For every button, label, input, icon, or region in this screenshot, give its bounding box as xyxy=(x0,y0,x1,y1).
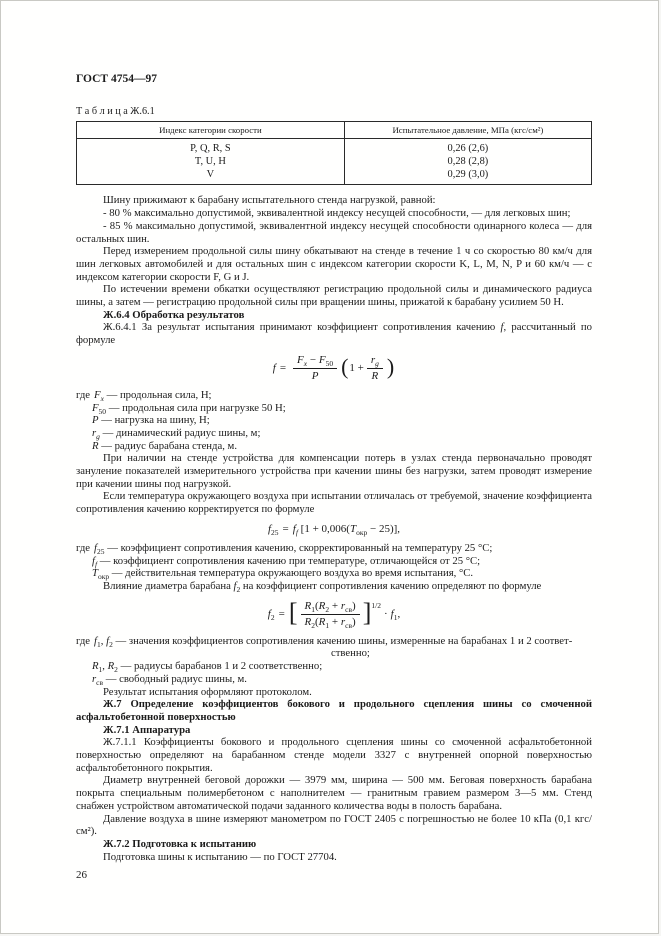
para-z641-post: , рассчитанный по формуле xyxy=(76,321,592,347)
multiplication-dot: · xyxy=(383,607,388,620)
definition-text: — действительная температура окружающего воздуха во время испытания, °С. xyxy=(109,567,474,580)
para-registration: По истечении времени обкатки осуществляют регистрацию продольной силы и динамического радиуса шины, а затем — регистрацию продольной силы при вращении шины, прижатой к барабану усилием 50 Н. xyxy=(76,283,592,309)
fraction-drum-radii: $\frac{R_1(R_2 + r_{св})}{R_2(R_1 + r_{св})}$ xyxy=(301,600,360,629)
para-drum-influence: Влияние диаметра барабана $f_2$ на коэффициент сопротивления качению определяют по формуле xyxy=(103,579,542,595)
para-z711: Ж.7.1.1 Коэффициенты бокового и продольного сцепления шины со смоченной асфальтобетонной поверхностью определяют на барабанном стенде модели 3327 с внутренней опорной поверхностью асфальтобетонного покрытия. xyxy=(76,736,592,774)
var-R: R xyxy=(92,439,99,452)
definition-text: — свободный радиус шины, м. xyxy=(103,672,247,685)
col-test-pressure: Испытательное давление, МПа (кгс/см²) xyxy=(344,122,591,139)
definition-text: — радиус барабана стенда, м. xyxy=(98,439,237,452)
para-drum-pre: Влияние диаметра барабана xyxy=(103,579,234,592)
formula-drum-diameter: $f_2$ = [ $\frac{R_1(R_2 + r_{св})}{R_2(R_1 + r_{св})}$ ]$^{1/2}\cdot f_1$, xyxy=(267,598,401,630)
col-speed-index: Индекс категории скорости xyxy=(77,122,345,139)
var-Fx: F xyxy=(297,353,304,366)
table-header-row xyxy=(77,122,592,139)
page-content xyxy=(76,73,592,863)
definition-list-3 xyxy=(76,635,592,686)
var-f1: f xyxy=(94,634,98,647)
para-preparation: Подготовка шины к испытанию — по ГОСТ 27704. xyxy=(103,850,337,863)
table-row xyxy=(77,139,592,156)
definition-item xyxy=(76,414,592,427)
table-row xyxy=(77,155,592,168)
equals-sign: = xyxy=(278,607,285,620)
formula1-lhs: f xyxy=(272,361,276,374)
definition-item: где $f_1$, $f_2$ — значения коэффициентов сопротивления качению шины, измеренные на барабанах 1 и 2 соответ- xyxy=(76,634,573,649)
var-R2: R xyxy=(107,660,115,673)
cell-pressure: 0,26 (2,6) xyxy=(344,139,591,156)
equals-sign: = xyxy=(279,361,287,374)
definition-text: — коэффициент сопротивления качению при температуре, отличающейся от 25 °С; xyxy=(97,554,481,567)
cell-speed-index: T, U, H xyxy=(77,155,345,168)
para-z641-pre: Ж.6.4.1 За результат испытания принимают коэффициент сопротивления качению xyxy=(103,321,501,334)
var-rg: r xyxy=(92,426,97,439)
definition-continuation: ственно; xyxy=(331,647,370,660)
fraction-radius: $\frac{r_g}{R}$ xyxy=(367,354,383,383)
one-plus: 1 + xyxy=(349,361,364,374)
where-label: где xyxy=(76,634,91,647)
var-R: R xyxy=(371,369,379,382)
cell-speed-index: V xyxy=(77,168,345,185)
definition-text: — продольная сила при нагрузке 50 Н; xyxy=(106,401,286,414)
definition-item: где $F_x$ — продольная сила, Н; xyxy=(76,388,212,403)
para-load-85: - 85 % максимально допустимой, эквивалентной индексу несущей способности одинарного колеса — для остальных шин. xyxy=(76,219,592,245)
var-R1: R xyxy=(318,615,326,628)
var-f1: f xyxy=(390,607,394,620)
var-F50: F xyxy=(318,353,326,366)
heading-z64: Ж.6.4 Обработка результатов xyxy=(103,308,245,321)
formula-rolling-resistance xyxy=(76,354,592,383)
var-P: P xyxy=(311,369,319,382)
para-protocol: Результат испытания оформляют протоколом. xyxy=(103,685,312,698)
var-R2: R xyxy=(318,599,326,612)
definition-item: $R_1$, $R_2$ — радиусы барабанов 1 и 2 соответственно; xyxy=(92,660,323,675)
var-f2: f xyxy=(267,607,271,620)
table-row xyxy=(77,168,592,185)
var-P: P xyxy=(92,414,99,427)
definition-text: — радиусы барабанов 1 и 2 соответственно; xyxy=(117,660,323,673)
fraction-force-load: $\frac{F_x - F_{50}}{P}$ xyxy=(293,354,337,383)
paren-close: ) xyxy=(386,354,395,380)
page-number: 26 xyxy=(76,869,87,881)
var-f2: f xyxy=(106,634,110,647)
definition-item xyxy=(76,440,592,453)
var-Tokr: T xyxy=(92,567,98,580)
cell-speed-index: P, Q, R, S xyxy=(77,139,345,156)
plus-sign: + xyxy=(331,599,339,612)
para-z641 xyxy=(76,321,592,346)
formula2-open: [1 + 0,006( xyxy=(300,522,350,535)
para-compensation: При наличии на стенде устройства для компенсации потерь в узлах стенда первоначально проводят зануление показателей измерительного устройства при качении шины без нагрузки, затем проводят измерение при качении шины под нагрузкой. xyxy=(76,452,592,490)
var-f25: f xyxy=(94,541,98,554)
var-rg: r xyxy=(370,353,376,366)
definition-item: $r_{св}$ — свободный радиус шины, м. xyxy=(92,672,247,687)
var-ff: f xyxy=(92,554,95,567)
minus-sign: − xyxy=(309,353,317,366)
bracket-close: ] xyxy=(362,598,372,628)
definition-item: $f_f$ — коэффициент сопротивления качению при температуре, отличающейся от 25 °С; xyxy=(92,554,481,569)
comma: , xyxy=(397,607,401,620)
definition-text: — нагрузка на шину, Н; xyxy=(98,414,210,427)
heading-z7: Ж.7 Определение коэффициентов бокового и продольного сцепления шины со смоченной асфальтобетонной поверхностью xyxy=(76,698,592,723)
var-F50: F xyxy=(92,401,99,414)
para-drum-size: Диаметр внутренней беговой дорожки — 3979 мм, ширина — 500 мм. Беговая поверхность барабана покрыта специальным полимербетоном с наполнителем — гранитным гравием размером 3—5 мм. Стенд снабжен устройством автоматической подачи заданного количества воды в полость барабана. xyxy=(76,774,592,812)
para-runin: Перед измерением продольной силы шину обкатывают на стенде в течение 1 ч со скоростью 80 км/ч для шин легковых автомобилей и для остальных шин с индексом категории скорости K, L, M, N, P и 60 км/ч — с индексом категории скорости F, G и J. xyxy=(76,245,592,283)
table-caption: Т а б л и ц а Ж.6.1 xyxy=(76,105,155,117)
var-f25: f xyxy=(267,522,272,535)
bracket-open: [ xyxy=(288,598,298,628)
cell-pressure: 0,29 (3,0) xyxy=(344,168,591,185)
cell-pressure: 0,28 (2,8) xyxy=(344,155,591,168)
definition-item: $F_{50}$ — продольная сила при нагрузке 50 Н; xyxy=(92,401,286,416)
equals-sign: = xyxy=(282,522,289,535)
var-R1: R xyxy=(92,660,99,673)
var-f2: f xyxy=(233,579,237,592)
definition-text: — коэффициент сопротивления качению, скорректированный на температуру 25 °С; xyxy=(104,541,493,554)
plus-sign: + xyxy=(331,615,339,628)
var-R2: R xyxy=(304,615,312,628)
definition-item: где $f_{25}$ — коэффициент сопротивления качению, скорректированный на температуру 25 °С; xyxy=(76,541,493,557)
var-T: T xyxy=(349,522,357,535)
definition-text: — значения коэффициентов сопротивления качению шины, измеренные на барабанах 1 и 2 соответ- xyxy=(112,634,573,647)
para-load-80: - 80 % максимально допустимой, эквивалентной индексу несущей способности, — для легковых шин; xyxy=(103,207,571,220)
definition-text: — продольная сила, Н; xyxy=(103,388,212,401)
para-pressure-gauge: Давление воздуха в шине измеряют манометром по ГОСТ 2405 с погрешностью не более 10 кПа (0,1 кгс/см²). xyxy=(76,812,592,838)
var-rsv: r xyxy=(340,599,346,612)
exponent: 1/2 xyxy=(371,600,381,610)
var-rsv: r xyxy=(92,672,97,685)
para-temperature: Если температура окружающего воздуха при испытании отличалась от требуемой, значение коэффициента сопротивления качению корректируется по формуле xyxy=(76,490,592,516)
where-label: где xyxy=(76,541,91,554)
definition-item: $r_g$ — динамический радиус шины, м; xyxy=(92,426,261,442)
var-ff: f xyxy=(292,522,296,535)
var-f: f xyxy=(500,321,504,334)
formula2-close: − 25)], xyxy=(367,522,401,535)
definition-list-1 xyxy=(76,389,592,453)
definition-text: — динамический радиус шины, м; xyxy=(99,426,261,439)
heading-z71: Ж.7.1 Аппаратура xyxy=(103,723,191,736)
speed-pressure-table xyxy=(76,121,592,185)
para-drum-post: на коэффициент сопротивления качению определяют по формуле xyxy=(240,579,542,592)
paren-open: ( xyxy=(341,354,349,380)
var-R1: R xyxy=(304,599,312,612)
heading-z72: Ж.7.2 Подготовка к испытанию xyxy=(103,837,257,850)
definition-list-2 xyxy=(76,542,592,580)
document-id: ГОСТ 4754—97 xyxy=(76,73,157,85)
var-rsv: r xyxy=(340,615,346,628)
var-Fx: F xyxy=(94,388,101,401)
where-label: где xyxy=(76,388,91,401)
para-load-intro: Шину прижимают к барабану испытательного стенда нагрузкой, равной: xyxy=(103,194,436,207)
formula-temperature-correction: $f_{25} = f_f$ $[1 + 0,006(T_{окр} - 25)]$, xyxy=(267,522,401,538)
definition-item: $T_{окр}$ — действительная температура окружающего воздуха во время испытания, °С. xyxy=(92,567,474,582)
